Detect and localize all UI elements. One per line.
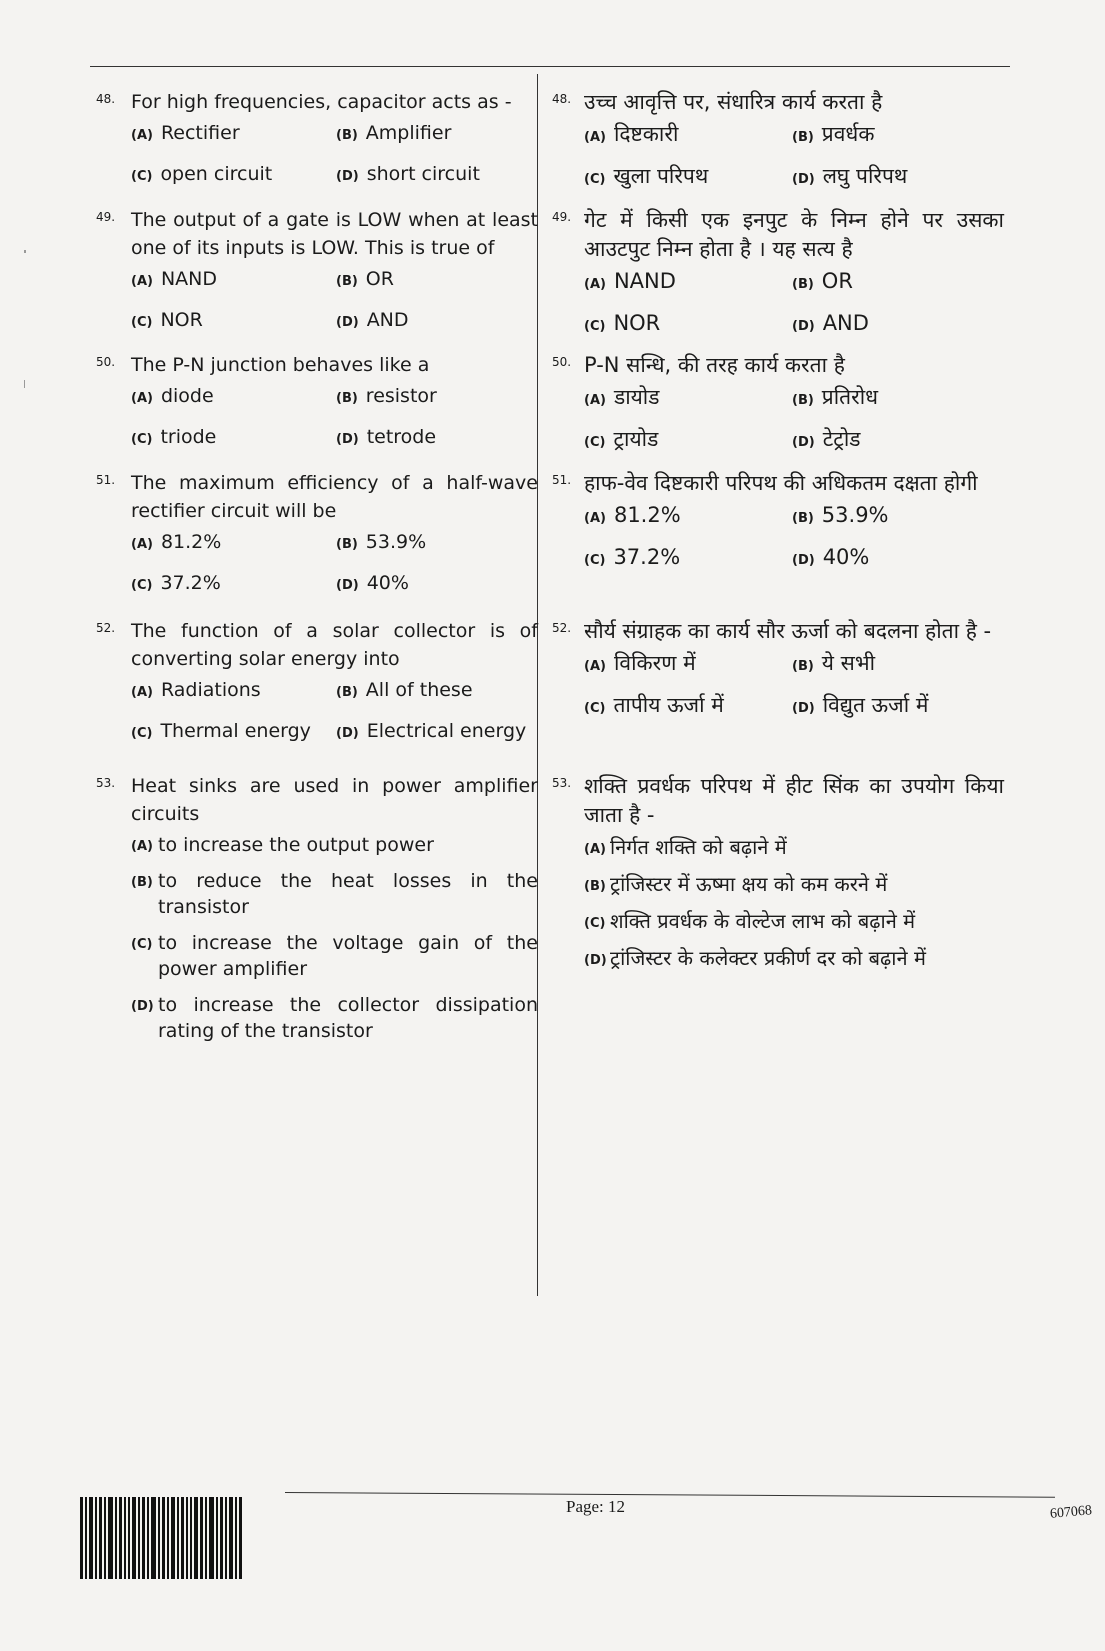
option-b (336, 120, 538, 149)
option-text: to reduce the heat losses in the transistor (158, 870, 538, 918)
option-d (131, 992, 538, 1044)
question-stem: गेट में किसी एक इनपुट के निम्न होने पर उसका आउटपुट निम्न होता है । यह सत्य है (584, 208, 1004, 261)
option-text: 37.2% (613, 545, 681, 569)
option-label: (A) (584, 130, 606, 145)
question-53-en (96, 772, 538, 1044)
option-a (584, 121, 792, 151)
question-49-en (96, 206, 538, 351)
option-text: डायोड (613, 385, 660, 409)
option-c (131, 307, 336, 336)
option-label: (B) (792, 130, 814, 145)
option-d (792, 426, 1004, 456)
option-text: विद्युत ऊर्जा में (822, 693, 929, 717)
option-label: (B) (336, 391, 358, 406)
option-label: (D) (584, 953, 607, 968)
option-d (336, 307, 538, 336)
option-text: AND (822, 311, 869, 335)
option-d (584, 945, 1004, 972)
option-b (131, 868, 538, 920)
option-text: Electrical energy (366, 720, 527, 742)
option-b (336, 266, 538, 295)
scan-mark (24, 380, 25, 388)
option-label: (C) (584, 701, 606, 716)
option-label: (D) (336, 432, 359, 447)
option-d (792, 544, 1004, 574)
option-text: NOR (160, 309, 203, 331)
option-text: 81.2% (160, 531, 222, 553)
option-label: (B) (792, 511, 814, 526)
question-stem: The output of a gate is LOW when at least one of its inputs is LOW. This is true of (131, 209, 538, 259)
option-text: NAND (613, 269, 676, 293)
question-50-en (96, 351, 538, 469)
scan-mark (24, 250, 26, 253)
option-text: triode (160, 426, 217, 448)
option-b (792, 384, 1004, 414)
question-number: 50. (96, 355, 116, 369)
option-d (336, 161, 538, 190)
option-label: (B) (336, 274, 358, 289)
option-label: (A) (131, 391, 153, 406)
top-rule (90, 66, 1010, 67)
option-a (584, 384, 792, 414)
question-stem: Heat sinks are used in power amplifier circuits (131, 775, 538, 825)
option-label: (D) (131, 999, 154, 1014)
question-48-hi (552, 88, 1004, 206)
question-51-hi (552, 469, 1004, 617)
option-label: (C) (584, 435, 606, 450)
option-a (584, 268, 792, 298)
option-c (584, 544, 792, 574)
option-label: (B) (336, 685, 358, 700)
question-number: 51. (552, 473, 572, 487)
question-stem: सौर्य संग्राहक का कार्य सौर ऊर्जा को बदलना होता है - (584, 619, 992, 643)
option-text: 40% (366, 572, 409, 594)
option-text: लघु परिपथ (822, 164, 908, 188)
option-label: (D) (792, 172, 815, 187)
option-text: Radiations (160, 679, 261, 701)
option-label: (A) (584, 842, 606, 857)
option-label: (D) (336, 578, 359, 593)
option-a (131, 677, 336, 706)
option-text: विकिरण में (613, 651, 696, 675)
option-label: (D) (336, 726, 359, 741)
option-text: tetrode (366, 426, 437, 448)
option-label: (C) (584, 553, 606, 568)
option-text: short circuit (366, 163, 480, 185)
option-label: (C) (131, 315, 153, 330)
question-stem: शक्ति प्रवर्धक परिपथ में हीट सिंक का उपयोग किया जाता है - (584, 774, 1004, 827)
question-stem: उच्च आवृत्ति पर, संधारित्र कार्य करता है (584, 90, 883, 114)
option-text: 40% (822, 545, 870, 569)
option-label: (B) (792, 659, 814, 674)
question-stem: The maximum efficiency of a half-wave rectifier circuit will be (131, 472, 538, 522)
option-label: (D) (792, 435, 815, 450)
option-label: (C) (584, 172, 606, 187)
question-stem: For high frequencies, capacitor acts as - (131, 91, 512, 113)
question-53-hi (552, 772, 1004, 972)
option-label: (C) (131, 432, 153, 447)
option-text: 53.9% (365, 531, 427, 553)
option-label: (B) (792, 277, 814, 292)
question-number: 53. (96, 776, 116, 790)
option-text: NOR (613, 311, 661, 335)
option-a (131, 383, 336, 412)
option-label: (A) (584, 277, 606, 292)
question-stem: हाफ-वेव दिष्टकारी परिपथ की अधिकतम दक्षता होगी (584, 471, 978, 495)
question-stem: P-N सन्धि, की तरह कार्य करता है (584, 353, 845, 377)
option-a (131, 529, 336, 558)
question-52-en (96, 617, 538, 772)
question-51-en (96, 469, 538, 617)
question-number: 49. (96, 210, 116, 224)
option-text: टेट्रोड (822, 427, 861, 451)
option-text: ट्रांजिस्टर के कलेक्टर प्रकीर्ण दर को बढ़ाने में (610, 946, 926, 970)
option-c (584, 426, 792, 456)
option-text: तापीय ऊर्जा में (613, 693, 724, 717)
option-label: (A) (131, 128, 153, 143)
option-b (792, 650, 1004, 680)
option-label: (B) (336, 128, 358, 143)
question-48-en (96, 88, 538, 206)
option-text: All of these (365, 679, 473, 701)
option-label: (D) (336, 315, 359, 330)
option-text: to increase the voltage gain of the power amplifier (158, 932, 538, 980)
option-label: (D) (792, 553, 815, 568)
option-b (792, 121, 1004, 151)
option-label: (C) (131, 169, 153, 184)
option-text: to increase the output power (158, 834, 434, 856)
option-text: प्रतिरोध (821, 385, 879, 409)
option-label: (A) (584, 659, 606, 674)
question-number: 48. (96, 92, 116, 106)
option-label: (A) (131, 685, 153, 700)
option-label: (A) (584, 393, 606, 408)
option-text: 37.2% (160, 572, 221, 594)
question-number: 53. (552, 776, 572, 790)
option-text: diode (160, 385, 214, 407)
option-label: (D) (792, 319, 815, 334)
page-number: Page: 12 (566, 1497, 626, 1516)
option-a (584, 502, 792, 532)
option-b (584, 871, 1004, 898)
option-label: (B) (584, 879, 606, 894)
question-number: 52. (552, 621, 572, 635)
option-c (131, 570, 336, 599)
option-label: (C) (131, 937, 153, 952)
option-label: (C) (584, 319, 606, 334)
option-b (336, 677, 538, 706)
option-a (131, 266, 336, 295)
option-text: OR (365, 268, 394, 290)
option-c (584, 908, 1004, 935)
option-label: (A) (131, 839, 153, 854)
question-number: 49. (552, 210, 572, 224)
option-text: NAND (160, 268, 218, 290)
option-c (131, 930, 538, 982)
option-text: ट्रांजिस्टर में ऊष्मा क्षय को कम करने में (610, 872, 888, 896)
question-number: 52. (96, 621, 116, 635)
option-text: 53.9% (821, 503, 889, 527)
option-text: to increase the collector dissipation rating of the transistor (158, 994, 538, 1042)
question-stem: The function of a solar collector is of converting solar energy into (131, 620, 538, 670)
option-text: ये सभी (821, 651, 876, 675)
option-text: प्रवर्धक (821, 122, 875, 146)
question-number: 48. (552, 92, 572, 106)
option-c (131, 161, 336, 190)
option-label: (B) (131, 875, 153, 890)
hindi-column (552, 88, 1004, 982)
option-text: Thermal energy (160, 720, 311, 742)
question-52-hi (552, 617, 1004, 772)
option-a (584, 834, 1004, 861)
option-label: (A) (131, 537, 153, 552)
option-d (792, 310, 1004, 340)
option-c (131, 718, 336, 747)
option-label: (D) (336, 169, 359, 184)
barcode-image (80, 1497, 273, 1579)
option-c (584, 692, 792, 722)
option-text: 81.2% (613, 503, 681, 527)
option-text: शक्ति प्रवर्धक के वोल्टेज लाभ को बढ़ाने में (610, 909, 916, 933)
option-text: open circuit (160, 163, 273, 185)
question-number: 51. (96, 473, 116, 487)
option-label: (A) (584, 511, 606, 526)
option-text: निर्गत शक्ति को बढ़ाने में (610, 835, 787, 859)
option-label: (C) (584, 916, 606, 931)
option-label: (B) (336, 537, 358, 552)
option-c (131, 424, 336, 453)
option-label: (C) (131, 726, 153, 741)
option-d (336, 718, 538, 747)
option-b (336, 383, 538, 412)
option-a (584, 650, 792, 680)
question-50-hi (552, 351, 1004, 469)
option-b (336, 529, 538, 558)
option-label: (A) (131, 274, 153, 289)
option-a (131, 120, 336, 149)
option-d (792, 163, 1004, 193)
option-text: OR (821, 269, 853, 293)
option-b (792, 268, 1004, 298)
option-text: Amplifier (365, 122, 452, 144)
question-number: 50. (552, 355, 572, 369)
question-stem: The P-N junction behaves like a (131, 354, 430, 376)
question-49-hi (552, 206, 1004, 351)
option-text: खुला परिपथ (613, 164, 709, 188)
option-d (336, 424, 538, 453)
option-c (584, 163, 792, 193)
option-text: Rectifier (160, 122, 240, 144)
option-text: ट्रायोड (613, 427, 659, 451)
option-label: (C) (131, 578, 153, 593)
footer-rule (285, 1492, 1055, 1498)
option-label: (B) (792, 393, 814, 408)
option-text: resistor (365, 385, 437, 407)
option-c (584, 310, 792, 340)
option-d (336, 570, 538, 599)
english-column (96, 88, 538, 1054)
option-d (792, 692, 1004, 722)
paper-code: 607068 (1049, 1503, 1093, 1522)
option-text: AND (366, 309, 409, 331)
option-a (131, 832, 538, 858)
option-label: (D) (792, 701, 815, 716)
option-text: दिष्टकारी (613, 122, 679, 146)
option-b (792, 502, 1004, 532)
